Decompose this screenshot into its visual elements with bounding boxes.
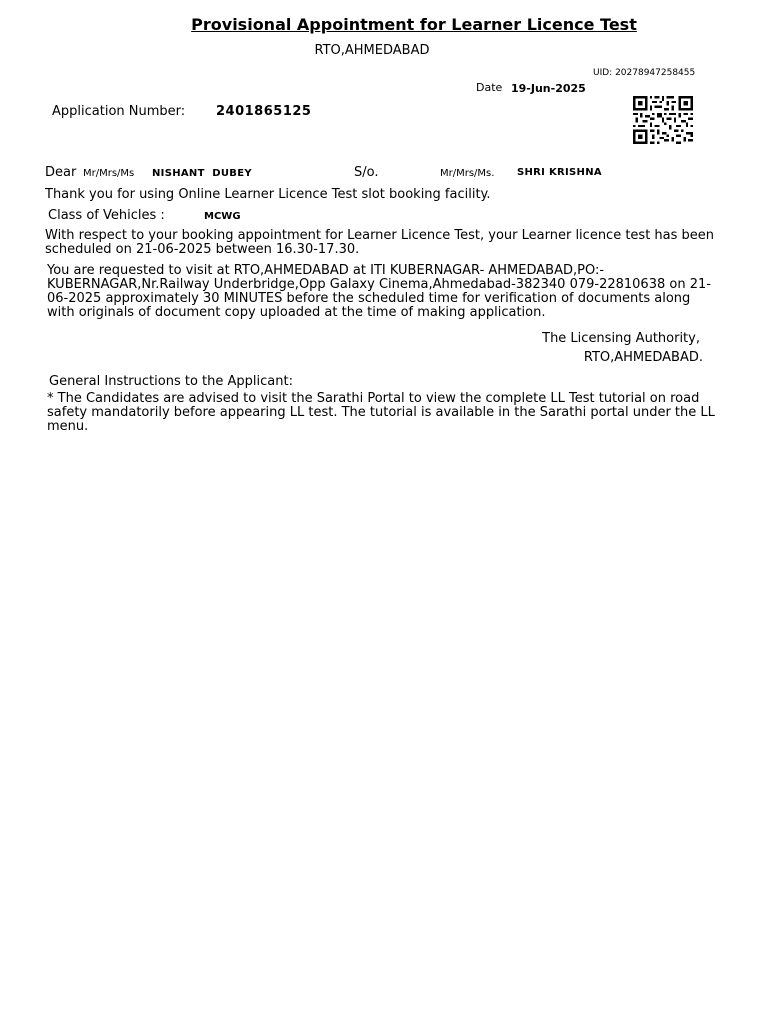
parent-salutation: Mr/Mrs/Ms. [440,168,495,179]
date-label: Date [476,81,503,94]
signature-authority: The Licensing Authority, [542,331,700,346]
schedule-paragraph: With respect to your booking appointment for Learner Licence Test, your Learner licence test has been scheduled on 21-06-2025 between 16.30-17.30. [45,228,715,257]
instructions-heading: General Instructions to the Applicant: [49,374,293,389]
vehicle-class-label: Class of Vehicles : [48,208,165,223]
applicant-salutation: Mr/Mrs/Ms [83,168,135,179]
thanks-text: Thank you for using Online Learner Licence Test slot booking facility. [45,187,491,202]
instructions-text: * The Candidates are advised to visit the Sarathi Portal to view the complete LL Test tutorial on road safety mandatorily before appearing LL test. The tutorial is available in the Sarathi portal under the LL menu. [47,391,715,434]
visit-paragraph: You are requested to visit at RTO,AHMEDABAD at ITI KUBERNAGAR- AHMEDABAD,PO:-KUBERNAGAR,Nr.Railway Underbridge,Opp Galaxy Cinema,Ahmedabad-382340 079-22810638 on 21-06-2025 approximately 30 MINUTES before the scheduled time for verification of documents along with originals of document copy uploaded at the time of making application. [47,263,711,320]
qr-code-icon [633,96,693,144]
application-number-label: Application Number: [52,104,186,119]
date-value: 19-Jun-2025 [511,82,586,95]
applicant-name: NISHANT DUBEY [152,168,252,179]
page-title: Provisional Appointment for Learner Licence Test [191,15,637,34]
relation-label: S/o. [354,165,379,180]
parent-name: SHRI KRISHNA [517,167,602,178]
vehicle-class-value: MCWG [204,211,241,222]
dear-text: Dear [45,165,77,180]
application-number-value: 2401865125 [216,104,312,119]
signature-office: RTO,AHMEDABAD. [583,350,703,365]
office-name: RTO,AHMEDABAD [314,43,430,58]
uid-text: UID: 20278947258455 [593,68,696,78]
